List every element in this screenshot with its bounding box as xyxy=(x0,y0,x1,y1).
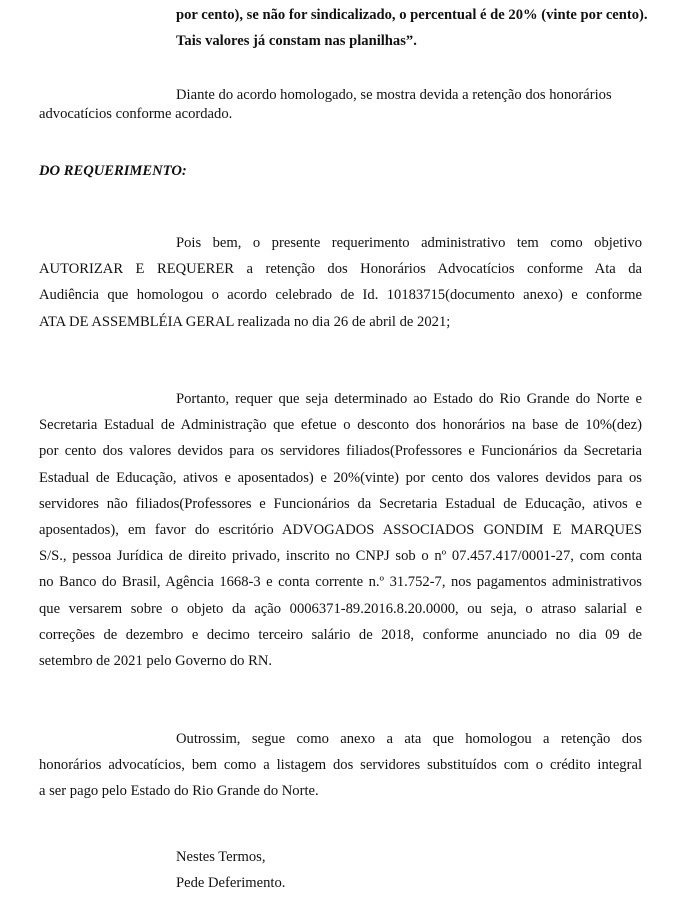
portanto-line: setembro de 2021 pelo Governo do RN. xyxy=(39,652,273,669)
portanto-line: Portanto, requer que seja determinado ao Estado do Rio Grande do Norte e xyxy=(176,391,642,407)
portanto-paragraph xyxy=(39,386,642,674)
portanto-line: que versarem sobre o objeto da ação 0006371-89.2016.8.20.0000, ou seja, o atraso salarial e xyxy=(39,600,642,617)
outrossim-line: a ser pago pelo Estado do Rio Grande do Norte. xyxy=(39,783,319,800)
outrossim-line: Outrossim, segue como anexo a ata que homologou a retenção dos xyxy=(176,731,642,747)
portanto-line: correções de dezembro e decimo terceiro salário de 2018, conforme anunciado no dia 09 de xyxy=(39,626,642,643)
homologado-line-2: advocatícios conforme acordado. xyxy=(39,106,233,122)
portanto-line: Secretaria Estadual de Administração que efetue o desconto dos honorários na base de 10%(dez) xyxy=(39,417,642,434)
portanto-line: S/S., pessoa Jurídica de direito privado, inscrito no CNPJ sob o nº 07.457.417/0001-27, com conta xyxy=(39,548,642,565)
portanto-line: servidores não filiados(Professores e Funcionários da Secretaria Estadual de Educação, ativos e xyxy=(39,495,642,512)
requerimento-line: AUTORIZAR E REQUERER a retenção dos Honorários Advocatícios conforme Ata da xyxy=(39,261,642,278)
portanto-line: por cento dos valores devidos para os servidores filiados(Professores e Funcionários da Secretaria xyxy=(39,443,642,460)
quote-line-2: Tais valores já constam nas planilhas”. xyxy=(176,33,417,49)
quote-line-1: por cento), se não for sindicalizado, o percentual é de 20% (vinte por cento). xyxy=(176,7,648,23)
closing-line-1: Nestes Termos, xyxy=(176,849,266,865)
closing-line-2: Pede Deferimento. xyxy=(176,875,286,891)
outrossim-paragraph xyxy=(39,726,642,805)
portanto-line: aposentados), em favor do escritório ADVOGADOS ASSOCIADOS GONDIM E MARQUES xyxy=(39,521,642,538)
homologado-line-1: Diante do acordo homologado, se mostra devida a retenção dos honorários xyxy=(176,87,612,103)
requerimento-line: Pois bem, o presente requerimento administrativo tem como objetivo xyxy=(176,235,642,251)
requerimento-line: ATA DE ASSEMBLÉIA GERAL realizada no dia 26 de abril de 2021; xyxy=(39,313,451,330)
requerimento-paragraph xyxy=(39,230,642,335)
portanto-line: no Banco do Brasil, Agência 1668-3 e conta corrente n.º 31.752-7, nos pagamentos administrativos xyxy=(39,574,642,591)
requerimento-line: Audiência que homologou o acordo celebrado de Id. 10183715(documento anexo) e conforme xyxy=(39,287,642,304)
portanto-line: Estadual de Educação, ativos e aposentados) e 20%(vinte) por cento dos valores devidos para os xyxy=(39,469,642,486)
section-heading: DO REQUERIMENTO: xyxy=(39,163,187,179)
outrossim-line: honorários advocatícios, bem como a listagem dos servidores substituídos com o crédito integral xyxy=(39,757,642,774)
